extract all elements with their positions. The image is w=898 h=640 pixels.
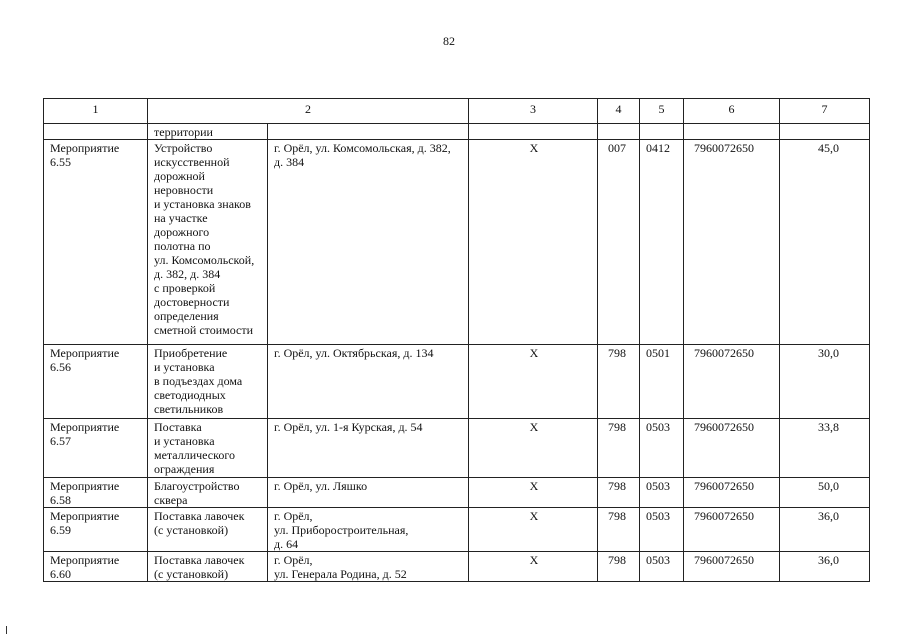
cell-name: Мероприятие 6.58: [44, 478, 148, 508]
cell-amount: 36,0: [780, 552, 870, 582]
cell-code: 007: [598, 140, 640, 345]
cell-code: 798: [598, 419, 640, 478]
cell-amount: 50,0: [780, 478, 870, 508]
header-cell: 4: [598, 99, 640, 124]
cell-description: территории: [148, 124, 268, 140]
header-cell: 1: [44, 99, 148, 124]
cell-address: г. Орёл, ул. Приборостроительная, д. 64: [268, 508, 469, 552]
cell-col3: Х: [469, 345, 598, 419]
cell-csr: 7960072650: [684, 508, 780, 552]
cell-section: 0503: [640, 478, 684, 508]
cell-csr: 7960072650: [684, 140, 780, 345]
header-cell: 3: [469, 99, 598, 124]
cell-description: Поставка лавочек (с установкой): [148, 552, 268, 582]
cell-col3: Х: [469, 140, 598, 345]
cell-name: Мероприятие 6.56: [44, 345, 148, 419]
header-cell: 5: [640, 99, 684, 124]
cell-amount: 36,0: [780, 508, 870, 552]
cell-address: г. Орёл, ул. Генерала Родина, д. 52: [268, 552, 469, 582]
cell-amount: 30,0: [780, 345, 870, 419]
cell-col3: Х: [469, 419, 598, 478]
cell-code: 798: [598, 552, 640, 582]
cell-description: Поставка лавочек (с установкой): [148, 508, 268, 552]
cell-csr: 7960072650: [684, 552, 780, 582]
cell-section: 0412: [640, 140, 684, 345]
cell-csr: 7960072650: [684, 478, 780, 508]
cell-address: г. Орёл, ул. 1-я Курская, д. 54: [268, 419, 469, 478]
cell-section: 0503: [640, 419, 684, 478]
table-row: [44, 552, 870, 582]
cell-code: 798: [598, 508, 640, 552]
cell-section: 0503: [640, 508, 684, 552]
cell-section: 0501: [640, 345, 684, 419]
continuation-row: [44, 124, 870, 140]
header-cell: 7: [780, 99, 870, 124]
table-row: [44, 140, 870, 345]
cell-name: Мероприятие 6.57: [44, 419, 148, 478]
table-row: [44, 419, 870, 478]
document-table: [43, 98, 870, 582]
cell-address: г. Орёл, ул. Октябрьская, д. 134: [268, 345, 469, 419]
page-number: 82: [443, 34, 455, 48]
header-cell: 2: [148, 99, 469, 124]
cell-description: Устройство искусственной дорожной неровности и установка знаков на участке дорожного полотна по ул. Комсомольской, д. 382, д. 384 с проверкой достоверности определения сметной стоимости: [148, 140, 268, 345]
cell-code: 798: [598, 478, 640, 508]
cell-section: 0503: [640, 552, 684, 582]
table-header-row: [44, 99, 870, 124]
scan-artifact: [6, 626, 7, 634]
cell-description: Поставка и установка металлического ограждения: [148, 419, 268, 478]
cell-section: [640, 124, 684, 140]
cell-csr: [684, 124, 780, 140]
table-row: [44, 345, 870, 419]
cell-description: Приобретение и установка в подъездах дома светодиодных светильников: [148, 345, 268, 419]
cell-name: Мероприятие 6.55: [44, 140, 148, 345]
table-row: [44, 508, 870, 552]
cell-amount: [780, 124, 870, 140]
cell-code: 798: [598, 345, 640, 419]
cell-csr: 7960072650: [684, 419, 780, 478]
cell-col3: Х: [469, 478, 598, 508]
cell-csr: 7960072650: [684, 345, 780, 419]
cell-col3: [469, 124, 598, 140]
cell-description: Благоустройство сквера: [148, 478, 268, 508]
cell-amount: 45,0: [780, 140, 870, 345]
cell-col3: Х: [469, 552, 598, 582]
cell-address: [268, 124, 469, 140]
table-row: [44, 478, 870, 508]
cell-address: г. Орёл, ул. Комсомольская, д. 382, д. 384: [268, 140, 469, 345]
cell-name: Мероприятие 6.59: [44, 508, 148, 552]
cell-name: Мероприятие 6.60: [44, 552, 148, 582]
header-cell: 6: [684, 99, 780, 124]
cell-col3: Х: [469, 508, 598, 552]
cell-address: г. Орёл, ул. Ляшко: [268, 478, 469, 508]
cell-amount: 33,8: [780, 419, 870, 478]
cell-name: [44, 124, 148, 140]
cell-code: [598, 124, 640, 140]
